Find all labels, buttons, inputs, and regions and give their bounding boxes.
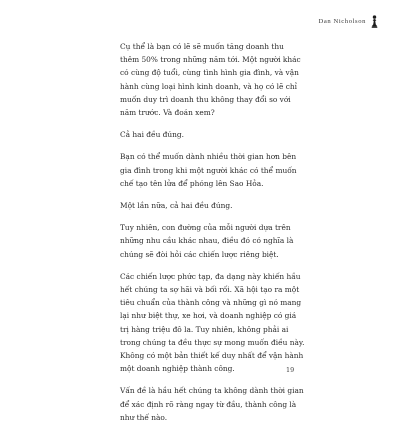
page-number: 19 [286, 366, 295, 374]
paragraph: Vấn đề là hầu hết chúng ta không dành thời gian để xác định rõ ràng ngay từ đầu, thành công là như thế nào. [120, 386, 304, 422]
paragraph: Cụ thể là bạn có lẽ sẽ muốn tăng doanh thu thêm 50% trong những năm tới. Một người khác có cùng độ tuổi, cùng tình hình gia đình, và vận hành cùng loại hình kinh doanh, và họ có lẽ chỉ muốn duy trì doanh thu không thay đổi so với năm trước. Và đoán xem? [120, 42, 301, 118]
paragraph: Bạn có thể muốn dành nhiều thời gian hơn bên gia đình trong khi một người khác có thể muốn chế tạo tên lửa để phóng lên Sao Hỏa. [120, 152, 297, 188]
body-text [120, 40, 305, 433]
author-name: Dan Nicholson [318, 18, 366, 25]
paragraph: Cả hai đều đúng. [120, 130, 185, 140]
paragraph: Một lần nữa, cả hai đều đúng. [120, 201, 233, 211]
paragraph: Tuy nhiên, con đường của mỗi người dựa trên những nhu cầu khác nhau, điều đó có nghĩa là chúng sẽ đòi hỏi các chiến lược riêng biệt. [120, 223, 294, 259]
running-head [318, 15, 378, 28]
paragraph: Các chiến lược phức tạp, đa dạng này khiến hầu hết chúng ta sợ hãi và bối rối. Xã hội tạo ra một tiêu chuẩn của thành công và những gì nó mang lại như biệt thự, xe hơi, và doanh nghiệp có giá trị hàng triệu đô la. Tuy nhiên, không phải ai trong chúng ta đều thực sự mong muốn điều này. Không có một bản thiết kế duy nhất để vận hành một doanh nghiệp thành công. [120, 271, 305, 374]
chess-pawn-icon [371, 15, 378, 28]
